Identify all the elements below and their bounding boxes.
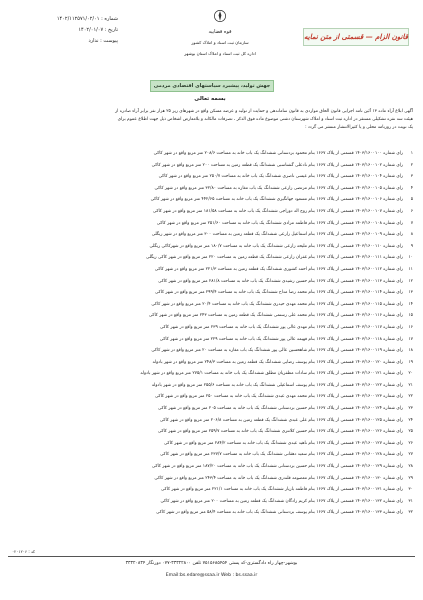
item-number: ۹ <box>410 243 413 249</box>
slogan-box: قانون الزام — قسمتی از متن نمایه <box>303 28 409 46</box>
list-item <box>10 380 413 392</box>
item-text: رای شماره ۱۴۰۳/۱۶۰۰۱۰۵ قسمتی از پلاک ۱۶۶۷ بنام مرتضی زارعی ششدانگ یک باب مغازه به مساحت ۳۲/۸۰ متر مربع واقع در شهر کاکی <box>154 185 403 191</box>
item-number: ۳۱ <box>408 498 413 504</box>
item-text: رای شماره ۱۴۰۳/۱۶۰۰۱۰۰ قسمتی از پلاک ۱۶۶۷ بنام محمود بردستانی ششدانگ یک باب خانه به مساحت ۲۰۸/۶ متر مربع واقع در شهر کاکی <box>153 151 403 156</box>
list-item <box>10 496 413 508</box>
item-number: ۲ <box>410 162 413 168</box>
item-text: رای شماره ۱۴۰۳/۱۶۰۰۱۲۶ قسمتی از پلاک ۱۶۶۷ بنام حسین کلانتری ششدانگ یک باب خانه به مساحت ۲۵۹/۷ متر مربع واقع در شهر کاکی <box>157 429 403 435</box>
item-text: رای شماره ۱۴۰۳/۱۶۰۰۱۲۰ قسمتی از پلاک ۱۶۶۷ بنام یوسف رضایی ششدانگ یک قطعه زمین به مساحت ۲۴۸/۳ متر مربع واقع در شهر بادوله <box>152 359 403 365</box>
list-item <box>10 171 413 183</box>
item-text: رای شماره ۱۴۰۳/۱۶۰۰۱۱۳ قسمتی از پلاک ۱۶۶۷ بنام حسین رشیدی ششدانگ یک باب خانه به مساحت ۲۸۱/۸ متر مربع واقع در شهر کاکی <box>158 278 403 284</box>
list-item <box>10 368 413 380</box>
item-number: ۲۳ <box>408 406 413 412</box>
list-item <box>10 287 413 299</box>
item-number: ۲۹ <box>408 475 413 481</box>
list-item <box>10 438 413 450</box>
list-item <box>10 357 413 369</box>
item-text: رای شماره ۱۴۰۳/۱۶۰۰۱۲۳ قسمتی از پلاک ۱۶۶۷ بنام محمد مهدی عبدی ششدانگ یک باب خانه به مساحت ۲۵۰ متر مربع واقع در شهر کاکی <box>154 394 403 400</box>
list-item <box>10 473 413 485</box>
list-item <box>10 403 413 415</box>
item-number: ۴ <box>410 185 413 191</box>
list-item <box>10 345 413 357</box>
item-number: ۳ <box>410 174 413 180</box>
item-number: ۱ <box>410 151 413 156</box>
item-text: رای شماره ۱۴۰۳/۱۶۰۰۱۱۱ قسمتی از پلاک ۱۶۶۷ بنام غفران زارعی ششدانگ یک قطعه زمین به مساحت ۲۲۰ متر مربع واقع در شهر کاکی ریگلی <box>145 255 403 261</box>
list-item <box>10 276 413 288</box>
item-text: رای شماره ۱۴۰۳/۱۶۰۰۱۱۰ قسمتی از پلاک ۱۶۶۷ بنام ملیحه زارعی ششدانگ یک باب خانه به مساحت ۱۸۰/۷ متر مربع واقع در شهرکاکی ریگلی <box>149 243 403 249</box>
item-number: ۳۰ <box>408 487 413 493</box>
item-text: رای شماره ۱۴۰۳/۱۶۰۰۱۰۴ قسمتی از پلاک ۱۶۶۷ بنام عیسی ناصری ششدانگ یک باب خانه به مساحت ۲۵۰/۷ متر مربع واقع در شهر کاکی <box>158 174 403 180</box>
ruling-list <box>10 148 413 519</box>
item-text: رای شماره ۱۴۰۳/۱۶۰۰۱۱۵ قسمتی از پلاک ۱۶۶۷ بنام محمد مهدی حیدری ششدانگ یک باب خانه به مساحت ۲۰/۴ متر مربع واقع در شهر کاکی <box>151 301 403 307</box>
item-number: ۱۸ <box>408 348 413 354</box>
item-text: رای شماره ۱۴۰۳/۱۶۰۰۱۱۶ قسمتی از پلاک ۱۶۶۷ بنام محمد علی رستمی ششدانگ یک قطعه زمین به مساحت ۲۴۳ متر مربع واقع در شهر کاکی <box>148 313 403 319</box>
item-text: رای شماره ۱۴۰۳/۱۶۰۰۱۰۲ قسمتی از پلاک ۱۶۶۷ بنام نادعلی گشتاسبی ششدانگ یک قطعه زمین به مساحت ۲۰۰ متر مربع واقع در شهر کاکی <box>151 162 403 168</box>
item-text: رای شماره ۱۴۰۳/۱۶۰۰۱۳۱ قسمتی از پلاک ۱۶۶۷ بنام فاطمه بازیار ششدانگ یک باب خانه به مساحت ۲۲۱/۱ متر مربع واقع در شهر کاکی <box>161 487 403 493</box>
list-item <box>10 507 413 519</box>
list-item <box>10 229 413 241</box>
list-item <box>10 415 413 427</box>
item-number: ۲۱ <box>408 382 413 388</box>
item-number: ۱۳ <box>408 290 413 296</box>
item-text: رای شماره ۱۴۰۳/۱۶۰۰۱۲۵ قسمتی از پلاک ۱۶۶۷ بنام علی عبدی ششدانگ یک قطعه زمین به مساحت ۲۰۶/۸ متر مربع واقع در شهر کاکی <box>159 417 403 423</box>
document-title: جهش تولید، پیشبرد سیاستهای اقتصادی مردمی <box>150 80 274 92</box>
item-number: ۲۸ <box>408 464 413 470</box>
item-text: رای شماره ۱۴۰۳/۱۶۰۰۱۰۸ قسمتی از پلاک ۱۶۶۷ بنام فاطمه مرادی ششدانگ یک باب خانه به مساحت ۲۵۱/۶۰ متر مربع واقع در شهر کاکی <box>156 220 403 226</box>
item-number: ۱۱ <box>408 266 413 272</box>
item-number: ۷ <box>410 220 413 226</box>
intro-line: یک نوبت در روزنامه محلی و یا کثیرالانتشار منتشر می گردد : <box>305 125 413 130</box>
list-item <box>10 194 413 206</box>
item-text: رای شماره ۱۴۰۳/۱۶۰۰۱۱۴ قسمتی از پلاک ۱۶۶۷ بنام محمد رضا مداح ششدانگ یک باب خانه به مساحت ۲۹۹/۴ متر مربع واقع در شهر کاکی <box>155 290 403 296</box>
list-item <box>10 391 413 403</box>
item-text: رای شماره ۱۴۰۳/۱۶۰۰۱۲۹ قسمتی از پلاک ۱۶۶۷ بنام حسین بردستانی ششدانگ یک باب خانه به مساحت ۱۸۷/۲۰ متر مربع واقع در شهر کاکی <box>151 464 403 470</box>
item-number: ۲۰ <box>408 371 413 377</box>
list-item <box>10 334 413 346</box>
list-item <box>10 241 413 253</box>
list-item <box>10 264 413 276</box>
item-text: رای شماره ۱۴۰۳/۱۶۰۰۱۱۹ قسمتی از پلاک ۱۶۶۷ بنام شاهحسین عالی پور ششدانگ یک باب مغازه به مساحت ۲۰ متر مربع واقع در شهر کاکی <box>151 348 403 354</box>
item-text: رای شماره ۱۴۰۳/۱۶۰۰۱۲۷ قسمتی از پلاک ۱۶۶۷ بنام ناهید عبدی ششدانگ یک باب خانه به مساحت ۲۸۴/۲ متر مربع واقع در شهر کاکی <box>163 440 403 446</box>
footer-contact: Email:bs.edare@ssaa.ir Web : bs.ssaa.ir <box>165 573 258 578</box>
footer-code: کد : ۰۲۰۱۲۰۶ <box>12 549 35 554</box>
org-line-1: قوه قضاییه <box>208 29 232 35</box>
intro-line: آگهی ابلاغ آراء ماده ۱۳ آئین نامه اجرایی قانون الحاق مواردی به قانون ساماندهی و حمایت از تولید و عرضه مسکن واقع در شهرهای زیر ۲۵ هزار نفر برابر آراء صادره از <box>115 109 413 114</box>
list-item <box>10 322 413 334</box>
list-item <box>10 183 413 195</box>
item-number: ۸ <box>410 232 413 238</box>
intro-line: هیئت سه نفره تشکیلی مستقر در اداره ثبت اسناد و املاک شهرستان دشتی موضوع ماده فوق الذکر ، تصرفات مالکانه و بلامعارض اشخاص ذیل جهت اطلاع عموم برای <box>117 117 413 122</box>
item-number: ۱۵ <box>408 313 413 319</box>
item-text: رای شماره ۱۴۰۳/۱۶۰۰۱۳۲ قسمتی از پلاک ۱۶۶۷ بنام کریم زادگان ششدانگ یک قطعه زمین به مساحت ۲۰۰ متر مربع واقع در شهر کاکی <box>160 498 403 504</box>
letter-meta <box>8 14 118 47</box>
letter-attachment: پیوست : ندارد <box>88 38 118 44</box>
item-text: رای شماره ۱۴۰۳/۱۶۰۰۱۲۴ قسمتی از پلاک ۱۶۶۷ بنام حسین بردستانی ششدانگ یک باب خانه به مساحت ۲۰۵ متر مربع واقع در شهر کاکی <box>157 406 403 412</box>
document-subtitle: بسمه تعالی <box>194 96 226 102</box>
list-item <box>10 252 413 264</box>
emblem-icon <box>213 9 227 23</box>
item-text: رای شماره ۱۴۰۳/۱۶۰۰۱۱۲ قسمتی از پلاک ۱۶۶۷ بنام احمد کشوری ششدانگ یک قطعه زمین به مساحت ۲۲۱/۳ متر مربع واقع در شهر کاکی <box>154 266 403 272</box>
item-text: رای شماره ۱۴۰۳/۱۶۰۰۱۱۸ قسمتی از پلاک ۱۶۶۷ بنام فهیمه عالی پور ششدانگ یک باب خانه به مساحت ۲۲۹ متر مربع واقع در شهر کاکی <box>159 336 403 342</box>
item-number: ۳۲ <box>408 510 413 516</box>
item-text: رای شماره ۱۴۰۳/۱۶۰۰۱۰۶ قسمتی از پلاک ۱۶۶۷ بنام مسعود جهانگیری ششدانگ یک باب خانه به مساحت ۴۴۲/۶۵ متر مربع واقع در شهر کاکی <box>150 197 403 203</box>
item-text: رای شماره ۱۴۰۳/۱۶۰۰۱۲۱ قسمتی از پلاک ۱۶۶۷ بنام سادات مظفریان مطلق ششدانگ یک باب خانه به مساحت ۲۷۵/۱ متر مربع واقع در شهر بادوله <box>140 371 403 377</box>
item-number: ۱۲ <box>408 278 413 284</box>
item-text: رای شماره ۱۴۰۳/۱۶۰۰۱۰۷ قسمتی از پلاک ۱۶۶۷ بنام زوج اله دوراجی ششدانگ یک باب خانه به مساحت ۱۸۱/۵۸ متر مربع واقع در شهر کاکی <box>152 208 403 214</box>
item-text: رای شماره ۱۴۰۳/۱۶۰۰۱۱۷ قسمتی از پلاک ۱۶۶۷ بنام مهدی عالی پور ششدانگ یک باب خانه به مساحت ۲۳۹ متر مربع واقع در شهر کاکی <box>159 324 403 330</box>
list-item <box>10 310 413 322</box>
item-text: رای شماره ۱۴۰۳/۱۶۰۰۱۲۲ قسمتی از پلاک ۱۶۶۷ بنام یوسف اسماعیلی ششدانگ یک باب خانه به مساحت ۲۵۵/۶ متر مربع واقع در شهر بادوله <box>151 382 403 388</box>
intro-paragraph <box>10 108 413 132</box>
list-item <box>10 426 413 438</box>
item-number: ۲۲ <box>408 394 413 400</box>
item-text: رای شماره ۱۴۰۳/۱۶۰۰۱۰۹ قسمتی از پلاک ۱۶۶۷ بنام اسماعیل زارعی ششدانگ یک قطعه زمین به مساحت ۳۰۰ متر مربع واقع در شهر ریگلی <box>151 232 403 238</box>
footer-address: بوشهر-چهار راه دادگستری-کد پستی ۷۵۱۵۶۸۵۴۵۴ تلفن ۳۳۳۲۲۸۰۰-۰۷۷ دورنگار ۳۳۳۲۰۸۳۴ <box>125 561 298 566</box>
item-number: ۲۶ <box>408 440 413 446</box>
list-item <box>10 160 413 172</box>
list-item <box>10 206 413 218</box>
org-line-3: اداره کل ثبت اسناد و املاک استان بوشهر <box>184 51 256 56</box>
item-text: رای شماره ۱۴۰۳/۱۶۰۰۱۳۰ قسمتی از پلاک ۱۶۶۷ بنام معصومه قلندری ششدانگ یک باب خانه به مساحت ۲۴۳/۴ متر مربع واقع در شهر کاکی <box>154 475 403 481</box>
org-header <box>170 8 270 57</box>
list-item <box>10 484 413 496</box>
item-number: ۲۴ <box>408 417 413 423</box>
footer-divider <box>8 556 415 557</box>
item-number: ۱۷ <box>408 336 413 342</box>
letter-date: تاریخ : ۱۴۰۲/۰۱/۰۷ <box>78 27 118 33</box>
item-number: ۵ <box>410 197 413 203</box>
item-number: ۶ <box>410 208 413 214</box>
list-item <box>10 299 413 311</box>
item-number: ۱۴ <box>408 301 413 307</box>
item-number: ۱۰ <box>408 255 413 261</box>
letter-number: شماره : ۱۴۰۲/۱۱۲۵۷۱/۰۲/۰۱ <box>56 16 118 22</box>
list-item <box>10 148 413 160</box>
org-line-2: سازمان ثبت اسناد و املاک کشور <box>191 40 249 45</box>
list-item <box>10 449 413 461</box>
list-item <box>10 218 413 230</box>
item-number: ۲۷ <box>408 452 413 458</box>
item-number: ۱۶ <box>408 324 413 330</box>
item-number: ۲۵ <box>408 429 413 435</box>
list-item <box>10 461 413 473</box>
item-number: ۱۹ <box>408 359 413 365</box>
item-text: رای شماره ۱۴۰۳/۱۶۰۰۱۲۸ قسمتی از پلاک ۱۶۶۷ بنام سعید دهقانی ششدانگ یک باب خانه به مساحت ۲۳۷/۷ متر مربع واقع در شهر کاکی <box>160 452 403 458</box>
item-text: رای شماره ۱۴۰۳/۱۶۰۰۱۳۳ قسمتی از پلاک ۱۶۶۷ بنام یوسف بردستانی ششدانگ یک باب خانه به مساحت ۵۸/۴ متر مربع واقع در شهر کاکی <box>156 510 403 516</box>
